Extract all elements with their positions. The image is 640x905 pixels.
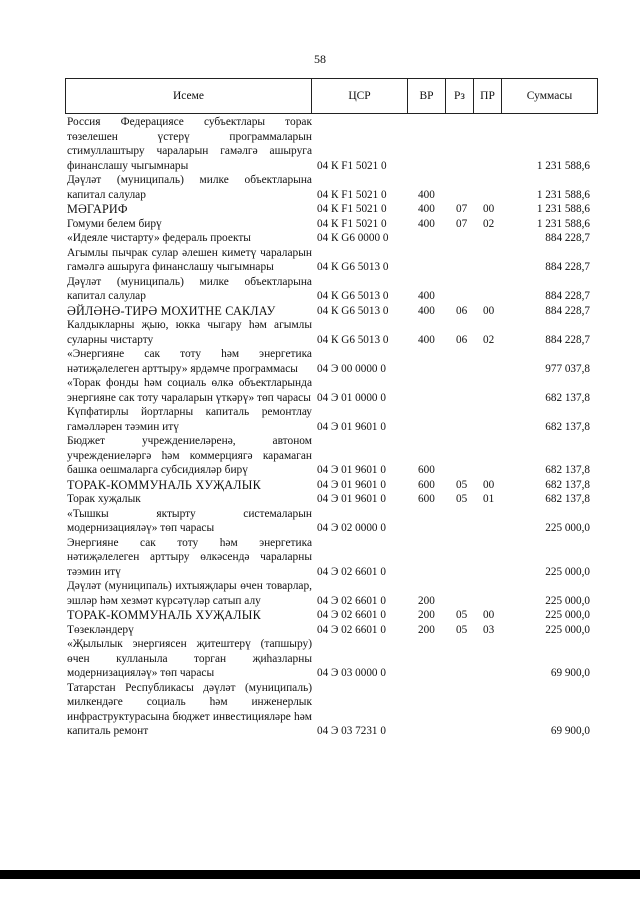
row-vr: 600 <box>418 464 435 476</box>
table-row <box>65 376 598 405</box>
row-csr: 04 Э 02 6601 0 <box>317 609 386 621</box>
row-name: МӘГАРИФ <box>67 202 128 216</box>
row-vr: 400 <box>418 333 435 346</box>
scan-bottom-edge <box>0 870 640 879</box>
table-row <box>65 507 598 536</box>
row-rz: 05 <box>456 609 468 621</box>
row-csr: 04 К G6 5013 0 <box>317 261 389 273</box>
row-name: ТОРАК-КОММУНАЛЬ ХУҖАЛЫК <box>67 477 261 492</box>
table-row <box>65 173 598 202</box>
row-csr: 04 Э 00 0000 0 <box>317 362 386 375</box>
row-name: Күпфатирлы йортларны капиталь ремонтлау гамәлләрен тәэмин итү <box>67 406 312 433</box>
row-name: ТОРАК-КОММУНАЛЬ ХУҖАЛЫК <box>67 608 261 622</box>
table-row <box>65 202 598 217</box>
row-name: Калдыкларны җыю, юкка чыгару һәм агымлы суларны чистарту <box>67 319 312 346</box>
row-name: Дәүләт (муниципаль) милке объектларына капитал салулар <box>67 174 312 201</box>
row-rz: 06 <box>456 304 468 317</box>
table-row <box>65 492 598 507</box>
row-csr: 04 Э 02 0000 0 <box>317 522 386 534</box>
row-vr: 200 <box>418 623 435 636</box>
row-sum: 1 231 588,6 <box>536 159 590 172</box>
row-vr: 400 <box>418 203 435 215</box>
header-name: Исеме <box>172 90 205 102</box>
row-name: Татарстан Республикасы дәүләт (муниципаль) милкендәге социаль һәм инженерлык инфраструктурасына бюджет инвестицияләре һәм капиталь ремонт <box>67 681 312 737</box>
row-vr: 600 <box>418 478 435 491</box>
row-name: Бюджет учреждениеләренә, автоном учреждениеләргә һәм коммерциягә карамаган башка оешмаларга субсидияләр бирү <box>67 435 312 476</box>
row-pr: 00 <box>483 304 495 317</box>
row-csr: 04 Э 01 0000 0 <box>317 391 386 404</box>
row-pr: 02 <box>483 217 495 230</box>
table-row <box>65 275 598 304</box>
row-csr: 04 Э 03 7231 0 <box>317 725 386 737</box>
table-row <box>65 304 598 319</box>
page-number: 58 <box>314 52 326 66</box>
row-sum: 682 137,8 <box>545 493 590 505</box>
row-rz: 05 <box>456 478 468 491</box>
row-csr: 04 К F1 5021 0 <box>317 188 387 201</box>
table-body <box>65 115 598 739</box>
row-csr: 04 К F1 5021 0 <box>317 203 387 215</box>
table-row <box>65 217 598 232</box>
row-name: Энергияне сак тоту һәм энергетика нәтиҗәлелеген арттыру өлкәсендә чараларны тәэмин итү <box>67 536 312 578</box>
table-header <box>65 78 598 114</box>
row-sum: 977 037,8 <box>545 362 590 375</box>
row-name: ӘЙЛӘНӘ-ТИРӘ МОХИТНЕ САКЛАУ <box>67 303 276 318</box>
table-row <box>65 318 598 347</box>
row-sum: 225 000,0 <box>545 623 590 636</box>
row-name: «Торак фонды һәм социаль өлкә объектларында энергияне сак тоту чараларын үткәрү» төп чарасы <box>67 377 312 404</box>
table-row <box>65 623 598 638</box>
table-row <box>65 434 598 478</box>
row-rz: 06 <box>456 333 468 346</box>
row-name: Гомуми белем бирү <box>67 217 162 230</box>
row-vr: 400 <box>418 188 435 201</box>
row-csr: 04 Э 01 9601 0 <box>317 478 386 491</box>
row-vr: 400 <box>418 217 435 230</box>
row-vr: 400 <box>418 304 435 317</box>
row-sum: 884 228,7 <box>545 333 590 346</box>
row-sum: 1 231 588,6 <box>536 188 590 201</box>
row-sum: 69 900,0 <box>550 667 590 679</box>
row-pr: 01 <box>483 493 495 505</box>
table-row <box>65 478 598 493</box>
row-sum: 682 137,8 <box>545 391 590 404</box>
row-csr: 04 К G6 5013 0 <box>317 304 389 317</box>
row-name: «Энергияне сак тоту һәм энергетика нәтиҗәлелеген арттыру» ярдәмче программасы <box>67 348 312 375</box>
row-name: Дәүләт (муниципаль) милке объектларына капитал салулар <box>67 275 312 302</box>
row-name: Агымлы пычрак сулар әлешен киметү чараларын гамәлгә ашыруга финанслашу чыгымнары <box>67 246 312 273</box>
row-csr: 04 К F1 5021 0 <box>317 159 387 172</box>
row-csr: 04 Э 03 0000 0 <box>317 667 386 679</box>
row-sum: 884 228,7 <box>545 290 590 302</box>
row-sum: 682 137,8 <box>545 478 590 491</box>
row-sum: 884 228,7 <box>545 261 590 273</box>
header-csr: ЦСР <box>311 79 407 113</box>
row-pr: 02 <box>483 333 495 346</box>
row-sum: 682 137,8 <box>545 420 590 433</box>
row-rz: 05 <box>456 493 468 505</box>
row-csr: 04 К G6 5013 0 <box>317 333 389 346</box>
row-csr: 04 К F1 5021 0 <box>317 217 387 230</box>
row-vr: 200 <box>418 594 435 607</box>
table-row <box>65 405 598 434</box>
row-csr: 04 Э 02 6601 0 <box>317 565 386 578</box>
row-vr: 600 <box>418 493 435 505</box>
row-csr: 04 Э 02 6601 0 <box>317 594 386 607</box>
row-vr: 400 <box>418 290 435 302</box>
row-pr: 00 <box>483 478 495 491</box>
row-rz: 07 <box>456 217 468 230</box>
table-row <box>65 347 598 376</box>
row-pr: 00 <box>483 609 495 621</box>
row-rz: 07 <box>456 203 468 215</box>
row-pr: 00 <box>483 203 495 215</box>
row-name: «Идеяле чистарту» федераль проекты <box>67 232 251 244</box>
row-sum: 225 000,0 <box>545 594 590 607</box>
row-sum: 225 000,0 <box>545 565 590 578</box>
header-pr: ПР <box>473 79 501 113</box>
header-vr: ВР <box>407 79 445 113</box>
row-sum: 225 000,0 <box>545 609 590 621</box>
row-csr: 04 К G6 5013 0 <box>317 290 389 302</box>
row-vr: 200 <box>418 609 435 621</box>
row-name: Торак хуҗалык <box>67 493 141 505</box>
row-sum: 682 137,8 <box>545 464 590 476</box>
row-sum: 884 228,7 <box>545 232 590 244</box>
row-name: Дәүләт (муниципаль) ихтыяҗлары өчен товарлар, эшләр һәм хезмәт күрсәтүләр сатып алу <box>67 580 312 607</box>
table-row <box>65 637 598 681</box>
row-csr: 04 Э 02 6601 0 <box>317 623 386 636</box>
table-row <box>65 231 598 246</box>
row-csr: 04 Э 01 9601 0 <box>317 464 386 476</box>
row-rz: 05 <box>456 623 468 636</box>
row-sum: 225 000,0 <box>545 522 590 534</box>
table-row <box>65 536 598 580</box>
row-sum: 884 228,7 <box>545 304 590 317</box>
row-name: Төзекләндерү <box>67 623 134 636</box>
header-rz: Рз <box>445 79 473 113</box>
header-sum: Суммасы <box>501 79 597 113</box>
row-csr: 04 К G6 0000 0 <box>317 232 389 244</box>
row-pr: 03 <box>483 623 495 636</box>
table-row <box>65 579 598 608</box>
table-row <box>65 608 598 623</box>
row-name: Россия Федерациясе субъектлары торак төзелешен үстерү программаларын стимуллаштыру чараларын гамәлгә ашыруга финанслашу чыгымнары <box>67 116 312 172</box>
row-name: «Җылылык энергиясен җитештерү (тапшыру) өчен кулланыла торган җиһазларны модернизацияләү» төп чарасы <box>67 638 312 679</box>
row-sum: 1 231 588,6 <box>536 203 590 215</box>
row-csr: 04 Э 01 9601 0 <box>317 420 386 433</box>
table-row <box>65 246 598 275</box>
row-sum: 1 231 588,6 <box>536 217 590 230</box>
table-row <box>65 115 598 173</box>
row-sum: 69 900,0 <box>550 725 590 737</box>
row-csr: 04 Э 01 9601 0 <box>317 493 386 505</box>
table-row <box>65 681 598 739</box>
row-name: «Тышкы яктырту системаларын модернизацияләү» төп чарасы <box>67 507 312 534</box>
